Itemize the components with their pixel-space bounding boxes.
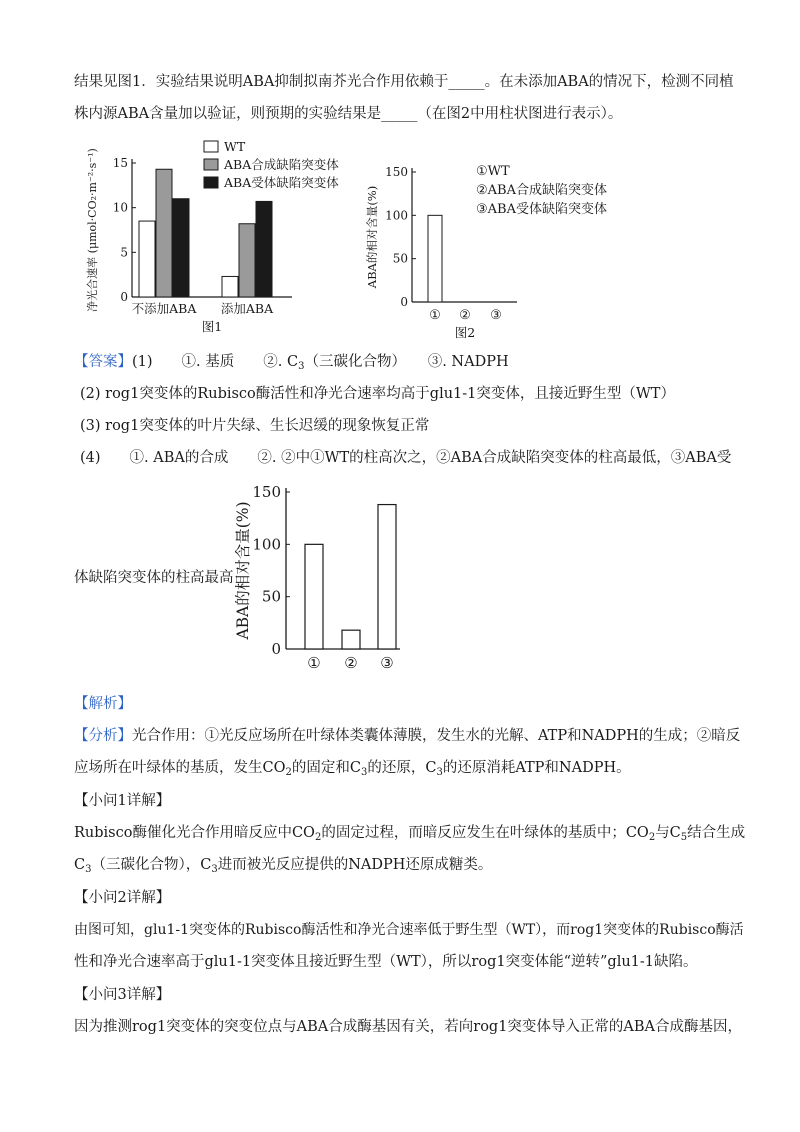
question-text-line-1: 结果见图1．实验结果说明ABA抑制拟南芥光合作用依赖于_____。在未添加ABA的情况下，检测不同植	[74, 74, 734, 90]
bar	[378, 505, 396, 649]
y-axis-label: 净光合速率 (μmol·CO₂·m⁻²·s⁻¹)	[86, 148, 99, 312]
legend-label: ①WT	[476, 164, 510, 179]
x-tick-label: 添加ABA	[220, 301, 274, 316]
y-tick-label: 150	[385, 165, 408, 179]
legend-label: ②ABA合成缺陷突变体	[476, 183, 607, 198]
y-tick-label: 0	[120, 290, 128, 304]
answer-line-4-continued: 体缺陷突变体的柱高最高	[74, 570, 234, 586]
q2-heading: 【小问2详解】	[74, 890, 171, 906]
x-tick-label: ②	[459, 308, 471, 323]
y-tick-label: 50	[392, 251, 408, 266]
analysis-line-1: 【分析】光合作用：①光反应场所在叶绿体类囊体薄膜，发生水的光解、ATP和NADPH的生成；②暗反	[74, 728, 741, 744]
legend-swatch	[204, 177, 218, 188]
figure-1-bar-chart	[74, 135, 374, 340]
y-tick-label: 0	[400, 295, 408, 309]
x-tick-label: ②	[344, 654, 358, 672]
bar	[256, 201, 272, 297]
bar	[305, 544, 323, 649]
figure-2-bar-chart	[362, 150, 662, 340]
y-tick-label: 50	[261, 587, 281, 606]
q2-line-1: 由图可知，glu1-1突变体的Rubisco酶活性和净光合速率低于野生型（WT），而rog1突变体的Rubisco酶活	[74, 922, 744, 938]
bar	[173, 199, 189, 297]
answer-line-3: (3) rog1突变体的叶片失绿、生长迟缓的现象恢复正常	[80, 418, 430, 434]
bar	[222, 276, 238, 297]
x-tick-label: ①	[307, 654, 321, 672]
y-tick-label: 150	[252, 483, 281, 501]
y-tick-label: 100	[252, 535, 281, 554]
legend-label: ABA合成缺陷突变体	[224, 157, 339, 172]
y-tick-label: 15	[112, 156, 128, 170]
answer-tag: 【答案】	[74, 354, 132, 370]
question-text-line-2: 株内源ABA含量加以验证，则预期的实验结果是_____（在图2中用柱状图进行表示）。	[74, 106, 623, 122]
bar	[139, 221, 155, 297]
y-tick-label: 100	[385, 208, 408, 223]
answer-bar-chart	[220, 478, 440, 678]
q3-line-1: 因为推测rog1突变体的突变位点与ABA合成酶基因有关，若向rog1突变体导入正常的ABA合成酶基因，	[74, 1019, 743, 1035]
x-tick-label: ③	[380, 654, 394, 672]
answer-line-4: (4) ①. ABA的合成 ②. ②中①WT的柱高次之，②ABA合成缺陷突变体的柱高最低，③ABA受	[80, 450, 732, 466]
legend-swatch	[204, 159, 218, 170]
legend-swatch	[204, 141, 218, 152]
y-tick-label: 10	[112, 200, 128, 215]
y-axis-label: ABA的相对含量(%)	[234, 501, 252, 640]
bar	[342, 630, 360, 649]
bar	[239, 224, 255, 297]
x-tick-label: ③	[490, 308, 502, 323]
q1-line-2: $C_3$（三碳化合物），$C_3$进而被光反应提供的NADPH还原成糖类。	[74, 857, 493, 875]
q1-heading: 【小问1详解】	[74, 793, 171, 809]
y-axis-label: ABA的相对含量(%)	[365, 185, 379, 289]
x-tick-label: ①	[429, 308, 441, 323]
q3-heading: 【小问3详解】	[74, 987, 171, 1003]
answer-line-2: (2) rog1突变体的Rubisco酶活性和净光合速率均高于glu1-1突变体，且接近野生型（WT）	[80, 386, 675, 402]
legend-label: WT	[224, 139, 246, 154]
x-tick-label: 不添加ABA	[131, 301, 197, 316]
analysis-heading: 【解析】	[74, 696, 132, 712]
chart-title: 图2	[454, 325, 476, 340]
analysis-line-2: 应场所在叶绿体的基质，发生$CO_2$的固定和$C_3$的还原，$C_3$的还原消耗ATP和NADPH。	[74, 760, 631, 778]
legend-label: ABA受体缺陷突变体	[224, 175, 339, 190]
legend-label: ③ABA受体缺陷突变体	[476, 202, 607, 217]
bar	[156, 169, 172, 297]
answer-line-1: 【答案】(1) ①. 基质 ②. $C_3$（三碳化合物） ③. NADPH	[74, 354, 509, 372]
bar	[428, 215, 442, 302]
q1-line-1: Rubisco酶催化光合作用暗反应中$CO_2$的固定过程，而暗反应发生在叶绿体的基质中；$CO_2$与$C_5$结合生成	[74, 825, 746, 843]
q2-line-2: 性和净光合速率高于glu1-1突变体且接近野生型（WT），所以rog1突变体能“逆转”glu1-1缺陷。	[74, 954, 698, 970]
chart-title: 图1	[201, 319, 223, 334]
y-tick-label: 5	[120, 245, 128, 260]
y-tick-label: 0	[271, 640, 281, 658]
